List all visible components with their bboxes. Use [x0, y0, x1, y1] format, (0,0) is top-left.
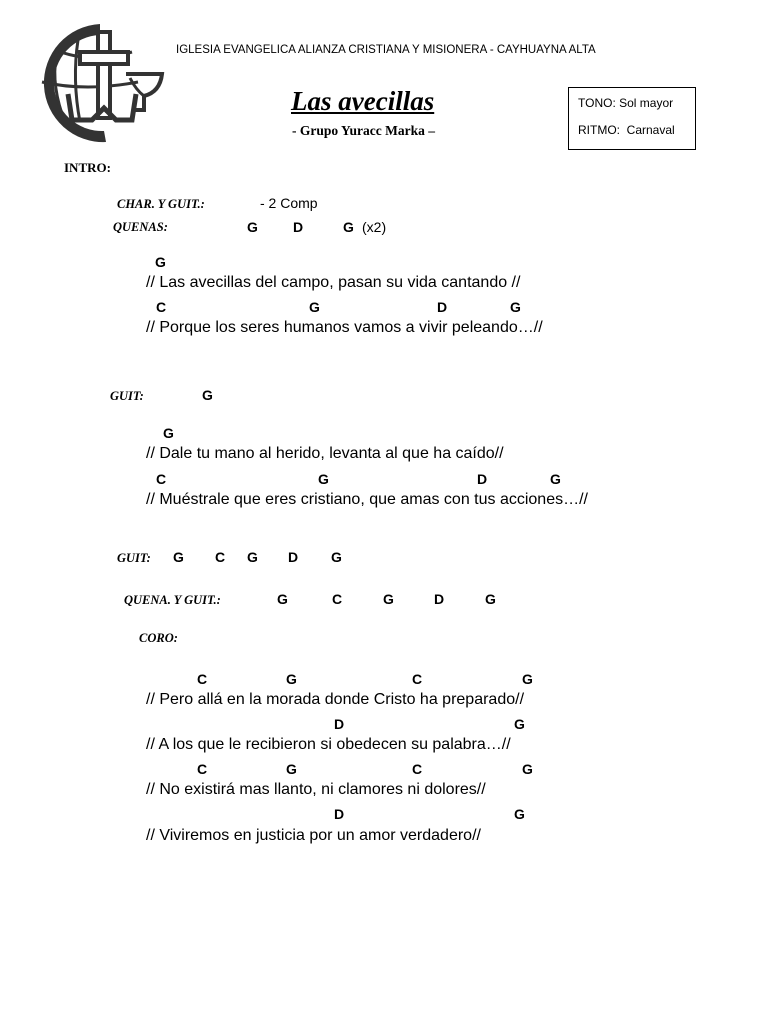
song-info-box	[568, 87, 696, 150]
chord: G	[522, 761, 533, 777]
section-quena-guit: QUENA. Y GUIT.:	[124, 593, 221, 607]
lyric-line: // No existirá mas llanto, ni clamores ni dolores//	[146, 781, 486, 798]
lyric-line: // Dale tu mano al herido, levanta al que ha caído//	[146, 445, 504, 462]
chord: G	[318, 471, 329, 487]
chord: C	[156, 471, 167, 487]
intro-comp: - 2 Comp	[260, 195, 318, 211]
chord: G	[522, 671, 533, 687]
chord: C	[332, 591, 343, 607]
song-title: Las avecillas	[291, 86, 435, 116]
chord: G	[247, 219, 258, 235]
chord: C	[215, 549, 226, 565]
chord: G	[163, 425, 174, 441]
lyric-line: // Pero allá en la morada donde Cristo ha preparado//	[146, 691, 525, 708]
chord: G	[247, 549, 258, 565]
chord: D	[334, 716, 345, 732]
section-char-guit: CHAR. Y GUIT.:	[117, 197, 205, 211]
chord: G	[202, 387, 213, 403]
lyric-line: // Muéstrale que eres cristiano, que amas con tus acciones…//	[146, 491, 588, 508]
section-quenas: QUENAS:	[113, 220, 168, 234]
lyric-line: // Las avecillas del campo, pasan su vida cantando //	[146, 274, 521, 291]
chord: G	[309, 299, 320, 315]
section-coro: CORO:	[139, 631, 178, 645]
section-guit: GUIT:	[110, 389, 144, 403]
chord: D	[288, 549, 299, 565]
chord: D	[293, 219, 304, 235]
church-name: IGLESIA EVANGELICA ALIANZA CRISTIANA Y MISIONERA - CAYHUAYNA ALTA	[176, 44, 596, 56]
chord: G	[277, 591, 288, 607]
repeat-marker: (x2)	[362, 219, 387, 235]
lyric-line: // Viviremos en justicia por un amor verdadero//	[146, 827, 481, 844]
chord: G	[510, 299, 521, 315]
chord: G	[514, 806, 525, 822]
lyric-line: // A los que le recibieron si obedecen su palabra…//	[146, 736, 511, 753]
chord: G	[286, 671, 297, 687]
chord: G	[514, 716, 525, 732]
song-subtitle: - Grupo Yuracc Marka –	[292, 123, 435, 138]
chord: G	[383, 591, 394, 607]
chord: G	[286, 761, 297, 777]
church-logo-icon	[28, 18, 168, 150]
chord: D	[434, 591, 445, 607]
chord: G	[173, 549, 184, 565]
section-guit: GUIT:	[117, 551, 151, 565]
chord: G	[155, 254, 166, 270]
section-intro: INTRO:	[64, 160, 111, 175]
tono-label: TONO: Sol mayor	[578, 96, 674, 110]
chord: G	[331, 549, 342, 565]
chord: C	[412, 671, 423, 687]
chord: C	[197, 671, 208, 687]
chord: D	[334, 806, 345, 822]
chord: G	[485, 591, 496, 607]
lyric-line: // Porque los seres humanos vamos a vivir peleando…//	[146, 319, 543, 336]
chord: D	[437, 299, 448, 315]
chord: C	[156, 299, 167, 315]
chord: G	[550, 471, 561, 487]
chord: G	[343, 219, 354, 235]
chord: C	[412, 761, 423, 777]
chord: C	[197, 761, 208, 777]
chord: D	[477, 471, 488, 487]
ritmo-label: RITMO: Carnaval	[578, 123, 675, 137]
